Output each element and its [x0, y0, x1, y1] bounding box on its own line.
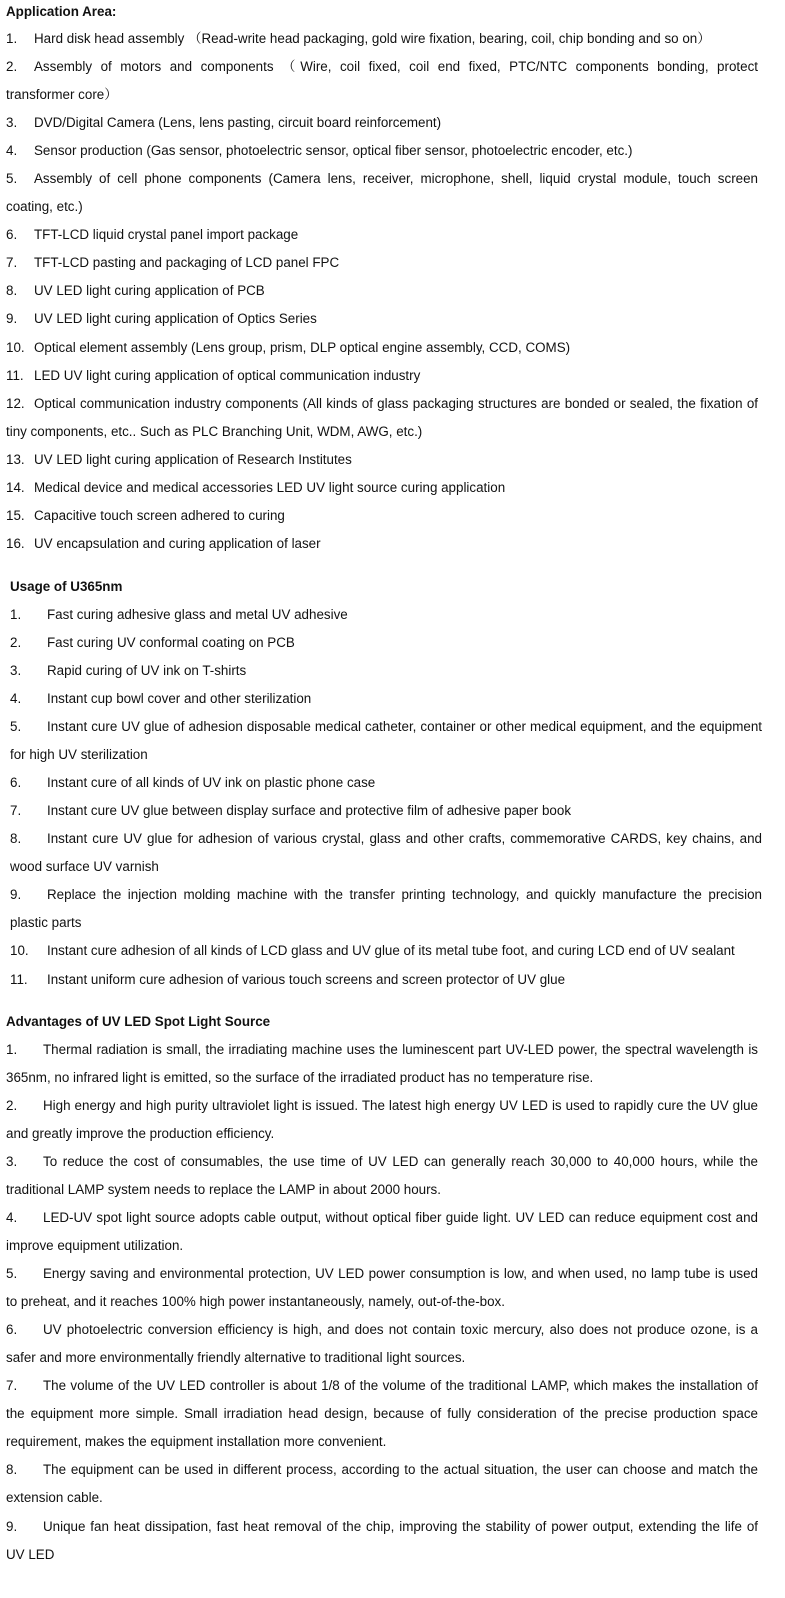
list-item: 4. LED-UV spot light source adopts cable output, without optical fiber guide light. UV LED can reduce equipment cost and improve equipment utilization.	[6, 1210, 758, 1253]
list-item: 1. Fast curing adhesive glass and metal UV adhesive	[10, 607, 348, 622]
list-item: 14. Medical device and medical accessories LED UV light source curing application	[6, 480, 506, 495]
list-item: 1. Thermal radiation is small, the irradiating machine uses the luminescent part UV-LED power, the spectral wavelength is 365nm, no infrared light is emitted, so the surface of the irradiated product has no temperature rise.	[6, 1042, 758, 1085]
list-item: 7. TFT-LCD pasting and packaging of LCD panel FPC	[6, 255, 340, 270]
list-item: 1. Hard disk head assembly （Read-write head packaging, gold wire fixation, bearing, coil, chip bonding and so on）	[6, 31, 711, 46]
list-item: 3. To reduce the cost of consumables, the use time of UV LED can generally reach 30,000 to 40,000 hours, while the traditional LAMP system needs to replace the LAMP in about 2000 hours.	[6, 1154, 758, 1197]
list-item: 16. UV encapsulation and curing application of laser	[6, 536, 321, 551]
list-item: 8. UV LED light curing application of PCB	[6, 283, 265, 298]
list-item: 11. LED UV light curing application of optical communication industry	[6, 368, 421, 383]
list-item: 10. Instant cure adhesion of all kinds of LCD glass and UV glue of its metal tube foot, and curing LCD end of UV sealant	[10, 943, 735, 958]
list-item: 6. Instant cure of all kinds of UV ink on plastic phone case	[10, 775, 376, 790]
list-item: 5. Instant cure UV glue of adhesion disposable medical catheter, container or other medical equipment, and the equipment for high UV sterilization	[10, 719, 762, 762]
list-item: 15. Capacitive touch screen adhered to curing	[6, 508, 285, 523]
list-item: 5. Energy saving and environmental protection, UV LED power consumption is low, and when used, no lamp tube is used to preheat, and it reaches 100% high power instantaneously, namely, out-of-the-box.	[6, 1266, 758, 1309]
list-item: 5. Assembly of cell phone components (Camera lens, receiver, microphone, shell, liquid crystal module, touch screen coating, etc.)	[6, 171, 758, 214]
list-item: 2. High energy and high purity ultraviolet light is issued. The latest high energy UV LED is used to rapidly cure the UV glue and greatly improve the production efficiency.	[6, 1098, 758, 1141]
list-item: 3. DVD/Digital Camera (Lens, lens pasting, circuit board reinforcement)	[6, 115, 442, 130]
list-item: 7. Instant cure UV glue between display surface and protective film of adhesive paper book	[10, 803, 572, 818]
application-area-heading: Application Area:	[6, 4, 117, 19]
list-item: 2. Fast curing UV conformal coating on PCB	[10, 635, 295, 650]
list-item: 6. UV photoelectric conversion efficiency is high, and does not contain toxic mercury, also does not produce ozone, is a safer and more environmentally friendly alternative to traditional light sources.	[6, 1322, 758, 1365]
list-item: 7. The volume of the UV LED controller is about 1/8 of the volume of the traditional LAMP, which makes the installation of the equipment more simple. Small irradiation head design, because of fully consideration of the precise production space requirement, makes the equipment installation more convenient.	[6, 1378, 758, 1449]
list-item: 2. Assembly of motors and components （Wire, coil fixed, coil end fixed, PTC/NTC components bonding, protect transformer core）	[6, 59, 758, 102]
list-item: 11. Instant uniform cure adhesion of various touch screens and screen protector of UV glue	[10, 972, 566, 987]
list-item: 4. Sensor production (Gas sensor, photoelectric sensor, optical fiber sensor, photoelectric encoder, etc.)	[6, 143, 633, 158]
usage-heading: Usage of U365nm	[10, 579, 123, 594]
advantages-heading: Advantages of UV LED Spot Light Source	[6, 1014, 271, 1029]
list-item: 13. UV LED light curing application of Research Institutes	[6, 452, 352, 467]
list-item: 9. UV LED light curing application of Optics Series	[6, 311, 317, 326]
list-item: 4. Instant cup bowl cover and other sterilization	[10, 691, 312, 706]
list-item: 10. Optical element assembly (Lens group, prism, DLP optical engine assembly, CCD, COMS)	[6, 340, 571, 355]
list-item: 9. Unique fan heat dissipation, fast heat removal of the chip, improving the stability of power output, extending the life of UV LED	[6, 1519, 758, 1562]
list-item: 3. Rapid curing of UV ink on T-shirts	[10, 663, 247, 678]
list-item: 8. The equipment can be used in different process, according to the actual situation, the user can choose and match the extension cable.	[6, 1462, 758, 1505]
list-item: 9. Replace the injection molding machine with the transfer printing technology, and quickly manufacture the precision plastic parts	[10, 887, 762, 930]
list-item: 6. TFT-LCD liquid crystal panel import package	[6, 227, 299, 242]
list-item: 8. Instant cure UV glue for adhesion of various crystal, glass and other crafts, commemorative CARDS, key chains, and wood surface UV varnish	[10, 831, 762, 874]
list-item: 12. Optical communication industry components (All kinds of glass packaging structures are bonded or sealed, the fixation of tiny components, etc.. Such as PLC Branching Unit, WDM, AWG, etc.)	[6, 396, 758, 439]
